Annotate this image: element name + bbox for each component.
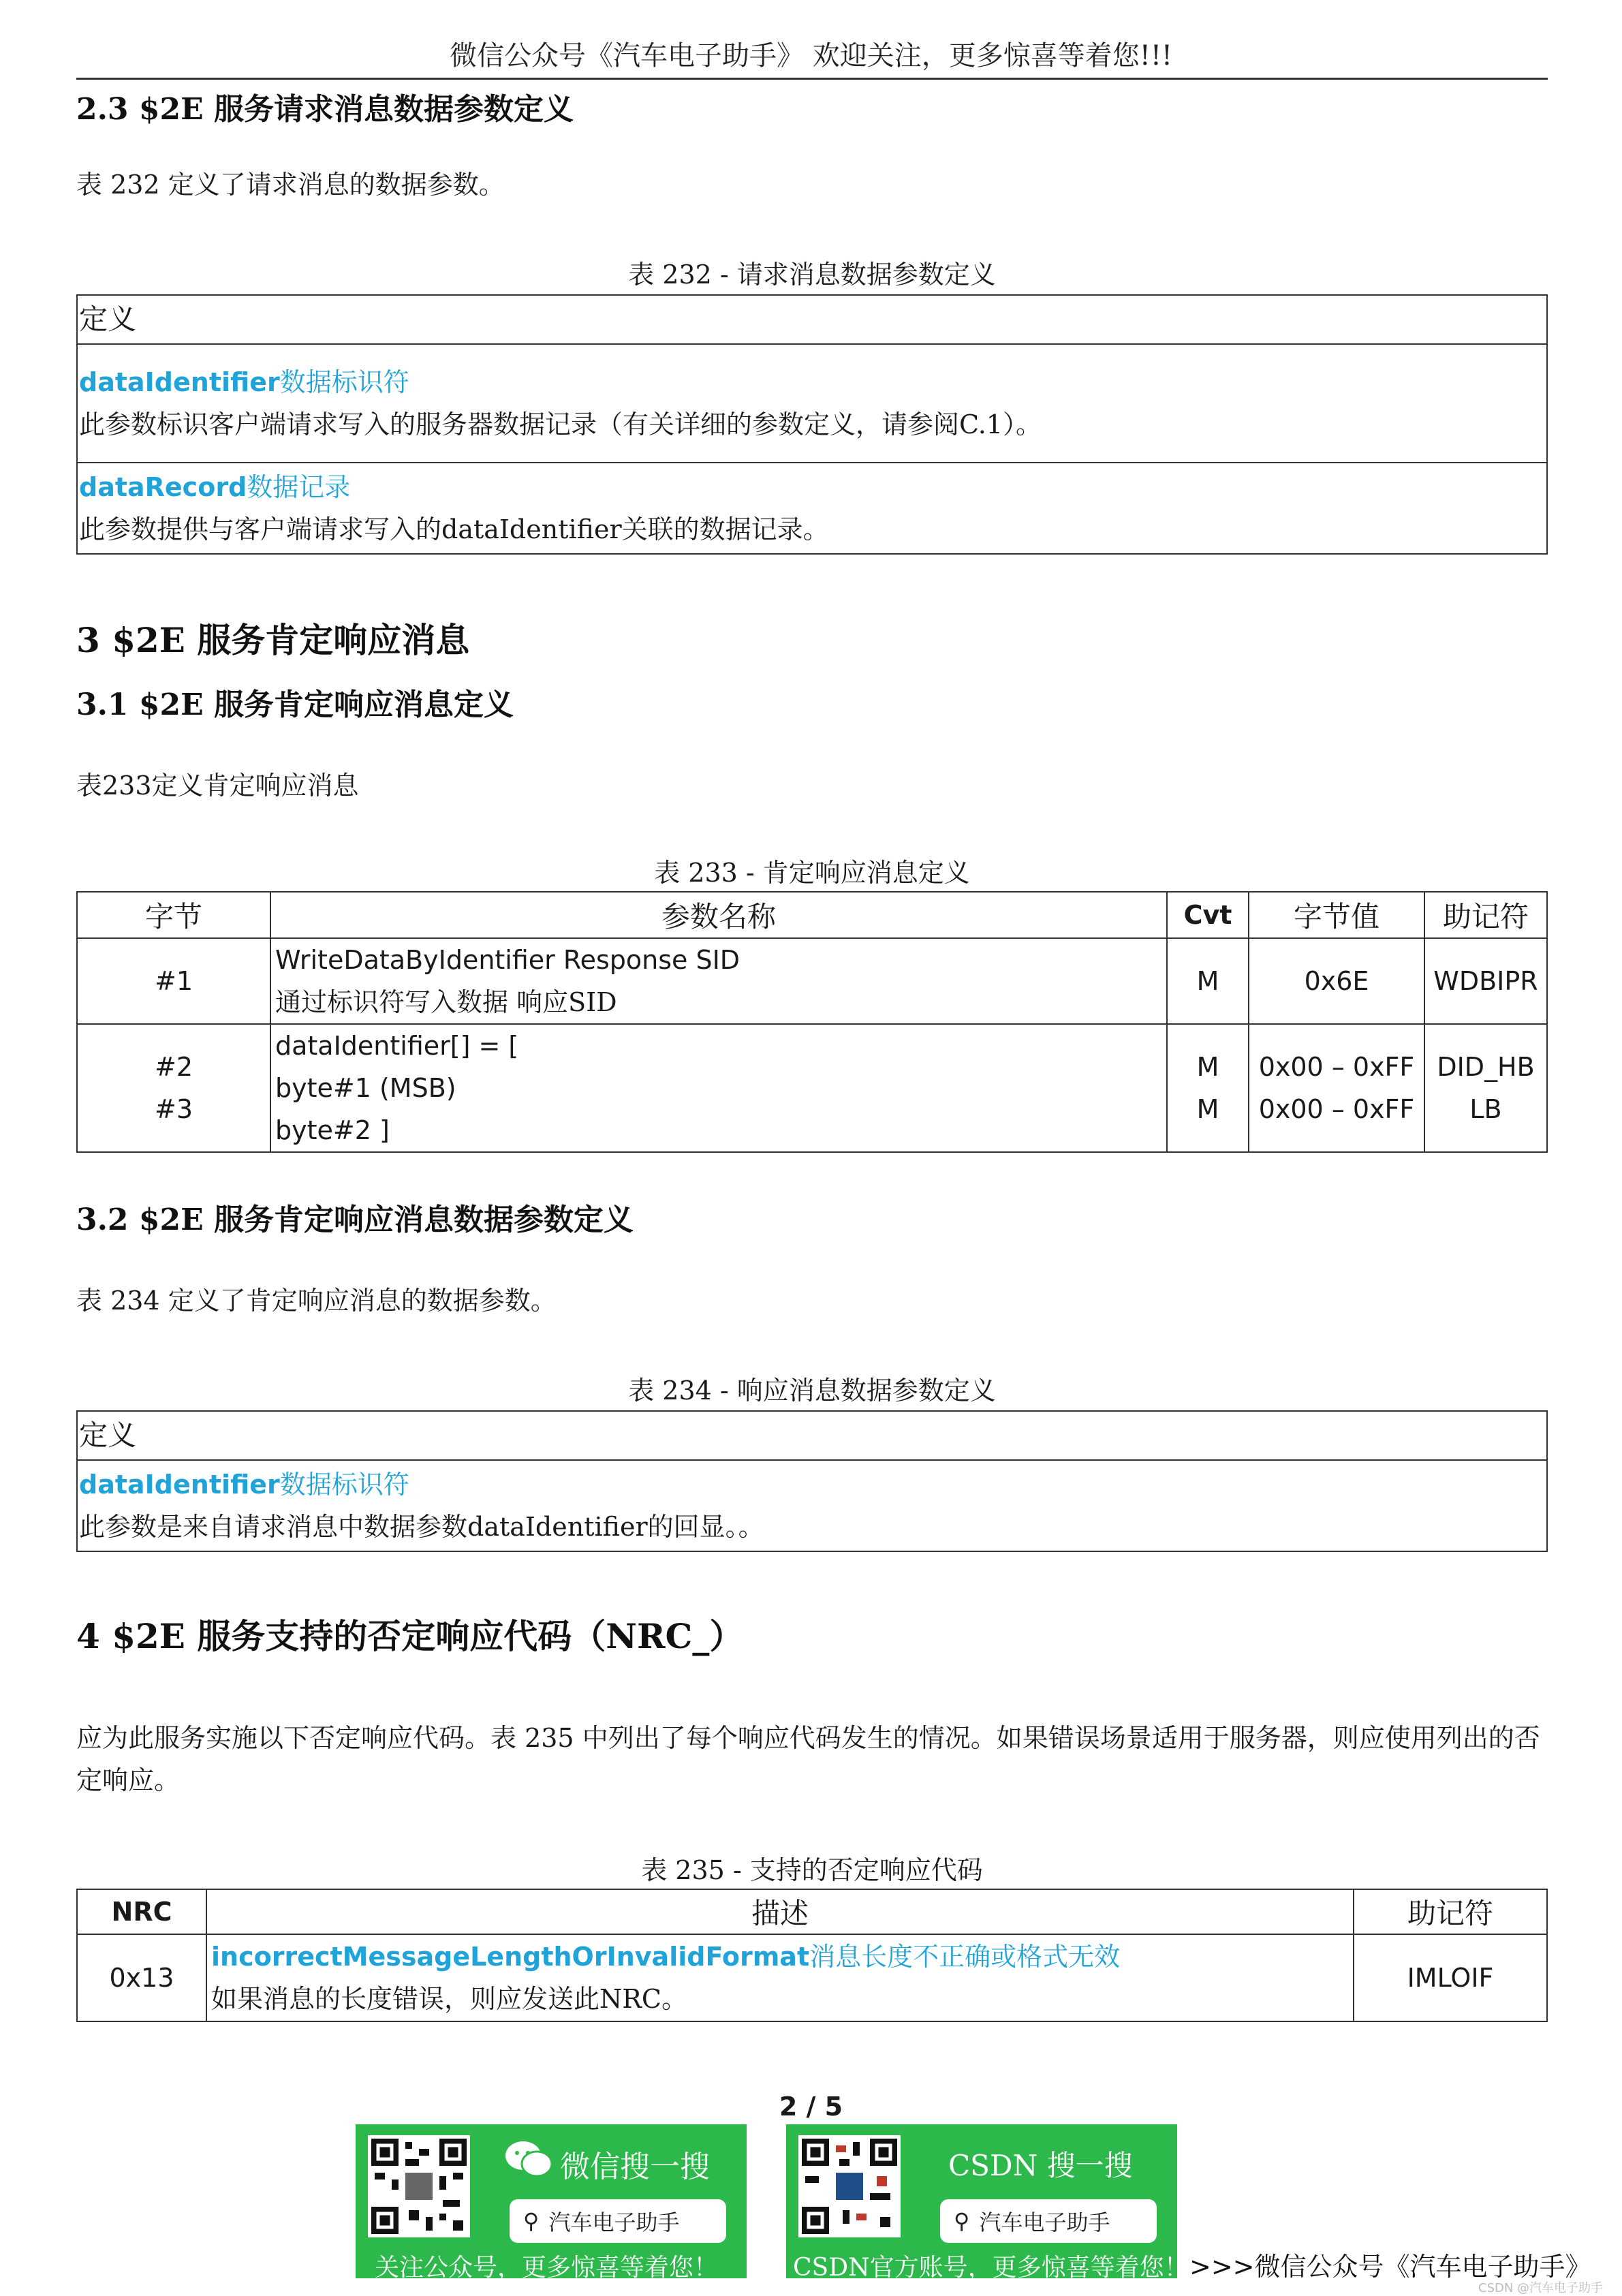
section-3-heading: 3 $2E 服务肯定响应消息 xyxy=(76,620,470,660)
cvt-b: M xyxy=(1196,1094,1219,1124)
param-line-3: byte#2 ] xyxy=(275,1115,390,1145)
section-3-2-heading: 3.2 $2E 服务肯定响应消息数据参数定义 xyxy=(76,1203,634,1237)
nrc-description: 如果消息的长度错误，则应发送此NRC。 xyxy=(211,1984,687,2014)
cell-param-name xyxy=(270,1024,1167,1152)
wechat-caption: 关注公众号，更多惊喜等着您！ xyxy=(375,2254,719,2282)
param-description: 此参数标识客户端请求写入的服务器数据记录（有关详细的参数定义，请参阅C.1）。 xyxy=(79,409,1042,439)
csdn-search-title: CSDN 搜一搜 xyxy=(948,2149,1133,2182)
mnemonic-b: LB xyxy=(1469,1094,1502,1124)
section-2-3-intro: 表 232 定义了请求消息的数据参数。 xyxy=(76,170,505,200)
wechat-search-title: 微信搜一搜 xyxy=(560,2150,710,2184)
col-header-byte-value: 字节值 xyxy=(1249,892,1424,938)
wechat-promo-banner[interactable] xyxy=(356,2124,747,2282)
qr-code-icon xyxy=(798,2135,901,2237)
value-a: 0x00 – 0xFF xyxy=(1258,1052,1415,1082)
cell-cvt: M xyxy=(1167,938,1249,1024)
table-232-row xyxy=(77,344,1547,463)
param-line-1: dataIdentifier[] = [ xyxy=(275,1031,519,1061)
page-number: 2 / 5 xyxy=(779,2092,843,2122)
col-header-mnemonic: 助记符 xyxy=(1354,1889,1547,1934)
byte-b: #3 xyxy=(154,1094,193,1124)
table-row xyxy=(77,1934,1547,2021)
table-232 xyxy=(76,294,1548,555)
col-header-param-name: 参数名称 xyxy=(270,892,1167,938)
value-b: 0x00 – 0xFF xyxy=(1258,1094,1415,1124)
param-line-2: byte#1 (MSB) xyxy=(275,1073,456,1103)
nrc-name: incorrectMessageLengthOrInvalidFormat消息长度不正确或格式无效 xyxy=(211,1942,1121,1972)
cell-byte: #1 xyxy=(77,938,270,1024)
param-name: dataIdentifier数据标识符 xyxy=(79,367,409,397)
param-name-cn: 通过标识符写入数据 响应SID xyxy=(275,987,617,1017)
table-row xyxy=(77,1024,1547,1152)
section-4-heading: 4 $2E 服务支持的否定响应代码（NRC_） xyxy=(76,1616,744,1656)
table-234-header: 定义 xyxy=(77,1411,1547,1460)
col-header-nrc: NRC xyxy=(77,1889,206,1934)
table-234 xyxy=(76,1410,1548,1552)
col-header-mnemonic: 助记符 xyxy=(1424,892,1547,938)
csdn-caption: CSDN官方账号，更多惊喜等着您！ xyxy=(793,2254,1189,2282)
section-2-3-heading: 2.3 $2E 服务请求消息数据参数定义 xyxy=(76,92,574,127)
col-header-byte: 字节 xyxy=(77,892,270,938)
table-235-caption: 表 235 - 支持的否定响应代码 xyxy=(641,1855,983,1885)
table-234-row xyxy=(77,1460,1547,1551)
table-233 xyxy=(76,891,1548,1153)
wechat-search-box[interactable] xyxy=(510,2199,726,2243)
table-234-caption: 表 234 - 响应消息数据参数定义 xyxy=(628,1376,996,1406)
section-3-1-heading: 3.1 $2E 服务肯定响应消息定义 xyxy=(76,687,514,722)
csdn-search-box[interactable] xyxy=(940,2199,1157,2243)
table-233-caption: 表 233 - 肯定响应消息定义 xyxy=(654,858,970,888)
wechat-icon xyxy=(504,2139,553,2182)
col-header-cvt: Cvt xyxy=(1167,892,1249,938)
table-235 xyxy=(76,1889,1548,2022)
cell-description xyxy=(206,1934,1354,2021)
cell-byte-value xyxy=(1249,1024,1424,1152)
cell-byte xyxy=(77,1024,270,1152)
search-icon: ⚲ xyxy=(523,2208,540,2234)
search-query: 汽车电子助手 xyxy=(548,2209,680,2235)
qr-code-icon xyxy=(368,2135,470,2237)
param-name-en: WriteDataByIdentifier Response SID xyxy=(275,945,740,975)
cell-mnemonic xyxy=(1424,1024,1547,1152)
search-query: 汽车电子助手 xyxy=(979,2209,1110,2235)
watermark: CSDN @汽车电子助手 xyxy=(1478,2281,1604,2295)
cell-nrc-code: 0x13 xyxy=(77,1934,206,2021)
byte-a: #2 xyxy=(154,1052,193,1082)
cell-byte-value: 0x6E xyxy=(1249,938,1424,1024)
search-icon: ⚲ xyxy=(954,2208,970,2234)
col-header-description: 描述 xyxy=(206,1889,1354,1934)
section-4-intro: 应为此服务实施以下否定响应代码。表 235 中列出了每个响应代码发生的情况。如果错误场景适用于服务器，则应使用列出的否定响应。 xyxy=(76,1723,1540,1795)
param-description: 此参数提供与客户端请求写入的dataIdentifier关联的数据记录。 xyxy=(79,514,829,544)
param-description: 此参数是来自请求消息中数据参数dataIdentifier的回显。。 xyxy=(79,1512,764,1542)
header-divider xyxy=(76,78,1548,80)
page-header: 微信公众号《汽车电子助手》 欢迎关注，更多惊喜等着您!!! xyxy=(450,40,1172,72)
table-232-row xyxy=(77,463,1547,554)
section-3-1-intro: 表233定义肯定响应消息 xyxy=(76,771,359,801)
table-232-header: 定义 xyxy=(77,295,1547,344)
table-row xyxy=(77,938,1547,1024)
cvt-a: M xyxy=(1196,1052,1219,1082)
csdn-promo-banner[interactable] xyxy=(786,2124,1189,2282)
cell-cvt xyxy=(1167,1024,1249,1152)
cell-mnemonic: WDBIPR xyxy=(1424,938,1547,1024)
param-name: dataRecord数据记录 xyxy=(79,472,351,502)
section-3-2-intro: 表 234 定义了肯定响应消息的数据参数。 xyxy=(76,1286,557,1316)
param-name: dataIdentifier数据标识符 xyxy=(79,1470,409,1500)
cell-param-name xyxy=(270,938,1167,1024)
footer-wechat-link[interactable]: >>>微信公众号《汽车电子助手》 xyxy=(1189,2252,1591,2282)
cell-mnemonic: IMLOIF xyxy=(1354,1934,1547,2021)
mnemonic-a: DID_HB xyxy=(1437,1052,1535,1082)
table-232-caption: 表 232 - 请求消息数据参数定义 xyxy=(628,260,996,290)
